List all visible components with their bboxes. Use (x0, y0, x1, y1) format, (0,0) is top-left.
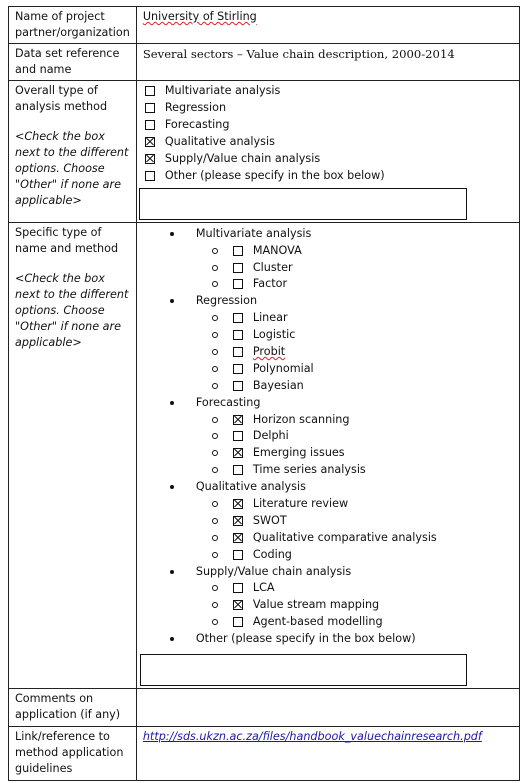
checked-checkbox-icon[interactable] (233, 516, 243, 526)
partner-value (136, 7, 519, 44)
sub-bullet-icon (212, 535, 218, 541)
sub-bullet-icon (212, 248, 218, 254)
overall-type-note: <Check the box next to the different options. Choose "Other" if none are applicable> (15, 130, 129, 207)
sub-bullet-icon (212, 467, 218, 473)
method-group-label: Multivariate analysis (195, 226, 312, 240)
overall-option-label: Forecasting (164, 118, 230, 132)
method-option[interactable] (143, 529, 513, 546)
method-option-label: Polynomial (252, 361, 314, 375)
bullet-icon (170, 570, 174, 574)
partner-name: University of Stirling (142, 10, 257, 23)
method-option[interactable] (143, 344, 513, 361)
method-option-label: Horizon scanning (252, 412, 350, 426)
sub-bullet-icon (212, 450, 218, 456)
method-option-label: Time series analysis (252, 463, 366, 477)
method-option[interactable] (143, 496, 513, 513)
method-group-label: Qualitative analysis (195, 480, 306, 494)
checkbox-icon[interactable] (145, 171, 155, 181)
checkbox-icon[interactable] (233, 583, 243, 593)
method-option-label: Qualitative comparative analysis (252, 530, 437, 544)
overall-option-list (145, 83, 513, 184)
checkbox-icon[interactable] (233, 364, 243, 374)
method-option[interactable] (143, 310, 513, 327)
sub-bullet-icon (212, 366, 218, 372)
checkbox-icon[interactable] (233, 381, 243, 391)
specific-other-label: Other (please specify in the box below) (195, 632, 416, 646)
bullet-icon (170, 485, 174, 489)
sub-bullet-icon (212, 433, 218, 439)
method-option[interactable] (143, 242, 513, 259)
method-option[interactable] (143, 597, 513, 614)
checked-checkbox-icon[interactable] (233, 499, 243, 509)
method-option-label: Linear (252, 311, 288, 325)
overall-type-label: Overall type of analysis method (15, 84, 108, 113)
method-option[interactable] (143, 580, 513, 597)
specific-type-options (136, 223, 519, 688)
checkbox-icon[interactable] (233, 313, 243, 323)
sub-bullet-icon (212, 602, 218, 608)
specific-type-label: Specific type of name and method (15, 226, 119, 256)
overall-option-label: Regression (164, 101, 227, 115)
overall-option[interactable] (145, 100, 513, 117)
overall-type-options (136, 81, 519, 223)
method-option[interactable] (143, 546, 513, 563)
link-cell (136, 726, 519, 780)
specific-other-input[interactable] (140, 654, 467, 686)
checkbox-icon[interactable] (233, 431, 243, 441)
checked-checkbox-icon[interactable] (233, 600, 243, 610)
method-option[interactable] (143, 360, 513, 377)
bullet-icon (170, 637, 174, 641)
sub-bullet-icon (212, 332, 218, 338)
method-option-label: Delphi (252, 429, 289, 443)
checkbox-icon[interactable] (145, 86, 155, 96)
guidelines-link[interactable]: http://sds.ukzn.ac.za/files/handbook_valuechainresearch.pdf (142, 729, 482, 743)
checkbox-icon[interactable] (233, 550, 243, 560)
method-option-label: Emerging issues (252, 446, 345, 460)
method-option-label: Literature review (252, 497, 349, 511)
specific-type-note: <Check the box next to the different options. Choose "Other" if none are applicable> (15, 272, 129, 350)
method-group (143, 563, 513, 580)
method-option-label: Bayesian (252, 378, 304, 392)
checked-checkbox-icon[interactable] (145, 154, 155, 164)
method-option-label: MANOVA (252, 243, 302, 257)
method-option-label: Coding (252, 547, 292, 561)
link-label: Link/reference to method application guidelines (9, 726, 137, 780)
checkbox-icon[interactable] (233, 263, 243, 273)
sub-bullet-icon (212, 315, 218, 321)
method-group (143, 394, 513, 411)
checkbox-icon[interactable] (145, 120, 155, 130)
sub-bullet-icon (212, 265, 218, 271)
comments-label: Comments on application (if any) (9, 688, 137, 726)
overall-option[interactable] (145, 167, 513, 184)
sub-bullet-icon (212, 585, 218, 591)
method-option-label: SWOT (252, 513, 287, 527)
checkbox-icon[interactable] (233, 279, 243, 289)
method-option[interactable] (143, 614, 513, 631)
analysis-method-form (8, 6, 520, 781)
overall-option[interactable] (145, 83, 513, 100)
checkbox-icon[interactable] (233, 617, 243, 627)
method-option-label: Factor (252, 277, 288, 291)
checkbox-icon[interactable] (233, 246, 243, 256)
method-option[interactable] (143, 411, 513, 428)
specific-type-label-cell (9, 223, 137, 688)
partner-label: Name of project partner/organization (9, 7, 137, 44)
overall-option-label: Other (please specify in the box below) (164, 168, 385, 182)
overall-option[interactable] (145, 151, 513, 168)
specific-option-list (143, 225, 513, 630)
overall-option[interactable] (145, 134, 513, 151)
dataset-value: Several sectors – Value chain description, 2000-2014 (136, 44, 519, 81)
overall-option-label: Multivariate analysis (164, 84, 281, 98)
checkbox-icon[interactable] (233, 330, 243, 340)
checkbox-icon[interactable] (233, 465, 243, 475)
method-option[interactable] (143, 259, 513, 276)
overall-option-label: Supply/Value chain analysis (164, 152, 321, 165)
method-option-label: Cluster (252, 260, 293, 274)
bullet-icon (170, 299, 174, 303)
method-option-label: LCA (252, 581, 275, 595)
method-option[interactable] (143, 445, 513, 462)
checked-checkbox-icon[interactable] (233, 448, 243, 458)
method-group-label: Forecasting (195, 395, 261, 409)
method-option-label: Probit (252, 345, 286, 359)
checkbox-icon[interactable] (233, 347, 243, 357)
checked-checkbox-icon[interactable] (145, 137, 155, 147)
method-option[interactable] (143, 327, 513, 344)
method-group (143, 479, 513, 496)
bullet-icon (170, 232, 174, 236)
sub-bullet-icon (212, 349, 218, 355)
sub-bullet-icon (212, 552, 218, 558)
method-option-label: Agent-based modelling (252, 615, 383, 629)
sub-bullet-icon (212, 417, 218, 423)
method-option[interactable] (143, 377, 513, 394)
checked-checkbox-icon[interactable] (233, 415, 243, 425)
method-group (143, 293, 513, 310)
sub-bullet-icon (212, 619, 218, 625)
overall-other-input[interactable] (139, 188, 467, 220)
sub-bullet-icon (212, 281, 218, 287)
dataset-label: Data set reference and name (9, 44, 137, 81)
method-option-label: Logistic (252, 328, 296, 342)
sub-bullet-icon (212, 501, 218, 507)
method-group-label: Regression (195, 294, 258, 308)
sub-bullet-icon (212, 518, 218, 524)
method-group (143, 225, 513, 242)
sub-bullet-icon (212, 383, 218, 389)
method-group-label: Supply/Value chain analysis (195, 564, 352, 578)
specific-other-option (143, 631, 513, 648)
overall-option[interactable] (145, 117, 513, 134)
overall-option-label: Qualitative analysis (164, 135, 275, 149)
bullet-icon (170, 401, 174, 405)
method-option[interactable] (143, 428, 513, 445)
method-option[interactable] (143, 462, 513, 479)
checked-checkbox-icon[interactable] (233, 533, 243, 543)
method-option[interactable] (143, 512, 513, 529)
checkbox-icon[interactable] (145, 103, 155, 113)
comments-value[interactable] (136, 688, 519, 726)
method-option[interactable] (143, 276, 513, 293)
overall-type-label-cell (9, 81, 137, 223)
method-option-label: Value stream mapping (252, 598, 380, 612)
